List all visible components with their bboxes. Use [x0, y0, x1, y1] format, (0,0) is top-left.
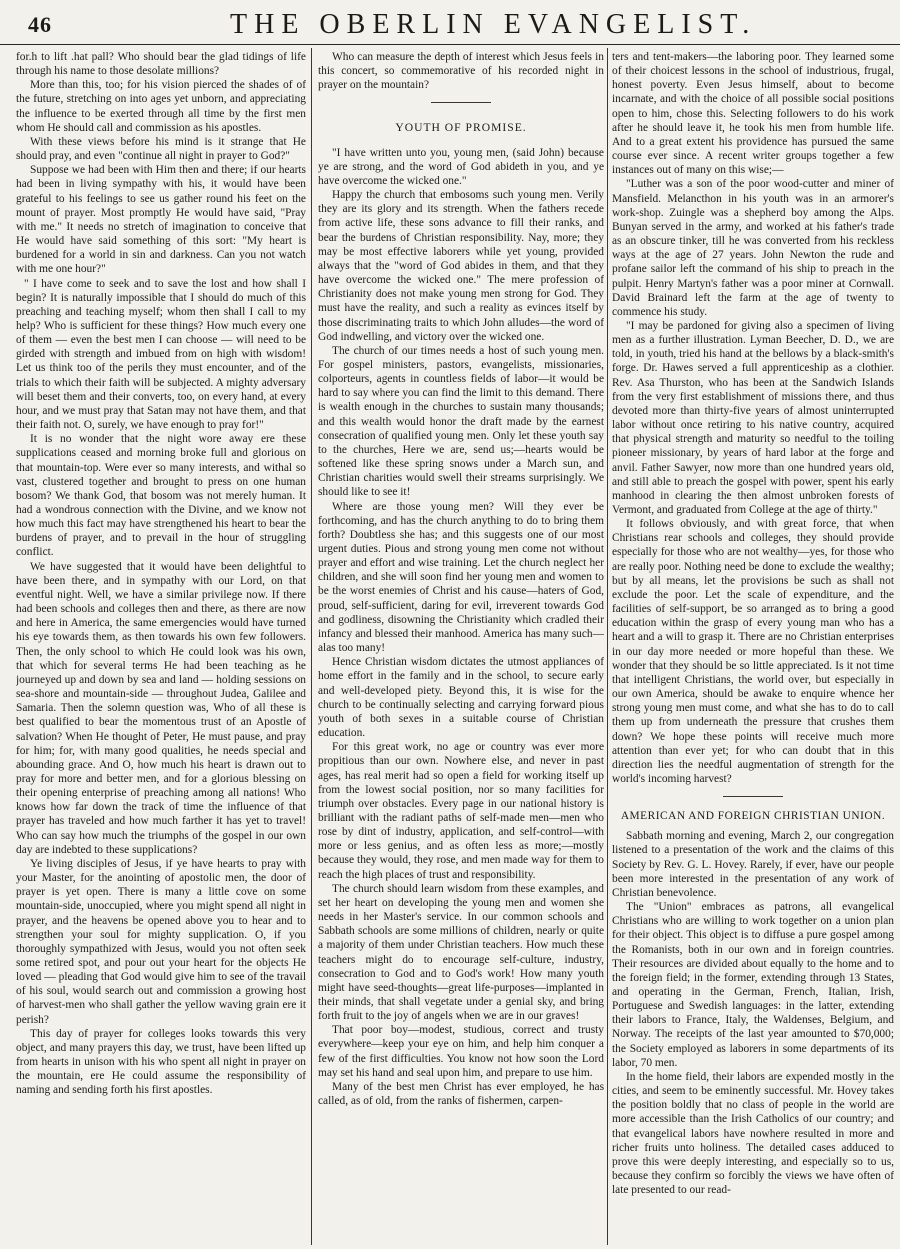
intro-paragraph: Who can measure the depth of interest which Jesus feels in this concert, so commemorative of his recorded night in prayer on the mountain?: [318, 51, 604, 92]
column-divider: [607, 48, 608, 1245]
paragraph: It follows obviously, and with great force, that when Christians rear schools and colleges, they should provide especially for those who are not wealthy—yes, for those who are really poor. Nothing need be done to exclude the wealthy; but by all means, let the provisions be such as shall not exclude the poor. Let the scale of expenditure, and the facilities of self-support, be so arranged as to bring a good education within the grasp of every young man who has a heart and a will to grasp it. There are no Christian enterprises in our day more needed or more hopeful than these. We wonder that they should be so little appreciated. Is it not time that intelligent Christians, the world over, but especially in our own America, should be awake to enquire whence her strong young men must come, and what she has to do to call them up from underneath the pressure that crushes them down? We hope these points will receive much more attention than ever yet; for who can doubt that in this direction lies the needful augmentation of strength for the world's incoming harvest?: [612, 518, 894, 785]
paragraph: The church should learn wisdom from these examples, and set her heart on developing the young men and women she needs in her Master's service. In our common schools and Sabbath schools are some millions of children, nearly or quite a majority of them under Christian teachers. How much these teachers might do to encourage self-culture, industry, consecration to God and to God's work! How many youth might have seed-thoughts—great life-purposes—implanted in their minds, that shall vegetate under a genial sky, and bring forth fruit to the joy of angels when we are in our graves!: [318, 882, 604, 1023]
paragraph: This day of prayer for colleges looks towards this very object, and many prayers this day, we trust, have been lifted up from hearts in unison with his who spent all night in prayer on the mountain, ere He could assume the responsibility of naming and sending forth his first apostles.: [16, 1027, 306, 1097]
paragraph: " I have come to seek and to save the lost and how shall I begin? It is naturally impossible that I should do much of this preaching and teaching myself; whom then shall I call to my help? Who is sufficient for these things? How much every one of them — even the best men I can choose — will need to be girded with strength and imbued from on high with wisdom! Let us think too of the perils they must encounter, and of the trials to which their faith will be subjected. A mighty adversary will beset them and their converts, too, on every hand, at every hour, and we must pray that Satan may not have them, and that their faith not. O, surely, we have enough to pray for!": [16, 277, 306, 432]
paragraph: "I may be pardoned for giving also a specimen of living men as a further illustration. Lyman Beecher, D. D., we are told, in youth, tried his hand at the bellows by a black-smith's forge. Dr. Hawes served a full apprenticeship as a clothier. Rev. Asa Thurston, who has been at the Sandwich Islands from the very first establishment of missions there, and thus devoted more than thirty-five years of almost uninterrupted labor without once retiring to his native country, acquired that physical strength and maturity so needful to the toiling pioneer missionary, by years of hard labor at the forge and anvil. Father Sawyer, now more than one hundred years old, and still able to preach the gospel with power, spent his early manhood in clearing the then almost unbroken forests of Vermont, and graduated from College at the age of thirty.": [612, 319, 894, 516]
paragraph: Sabbath morning and evening, March 2, our congregation listened to a presentation of the work and the claims of this Society by Rev. G. L. Hovey. Rarely, if ever, have our people been more interested in the presentation of any work of Christian benevolence.: [612, 830, 894, 899]
paragraph: Suppose we had been with Him then and there; if our hearts had been in living sympathy with his, it would have been grateful to his feelings to see us gather round his feet on the mount of prayer. Most promptly He would have said, "Pray with me." It needs no stretch of imagination to conceive that He would have said something of this sort: "My heart is burdened for a world in sin and darkness. Can you not watch with me one hour?": [16, 164, 306, 276]
article-heading: YOUTH OF PROMISE.: [395, 121, 527, 135]
masthead-title: THE OBERLIN EVANGELIST.: [230, 9, 757, 40]
paragraph: Where are those young men? Will they ever be forthcoming, and has the church anything to do to bring them forth? Doubtless she has; and this suggests one of our most urgent duties. Pious and strong young men come not without prayer and effort and wise training. Let the church neglect her children, and she will soon find her young men and women to be the worst enemies of Christ and his cause—haters of God, proud, self-sufficient, daring for evil, irreverent towards God and godliness, disowning the Christianity which cradled their infancy and blessed their manhood. America has many such—alas too many!: [318, 500, 604, 655]
paragraph: That poor boy—modest, studious, correct and trusty everywhere—keep your eye on him, and help him conquer a few of the first difficulties. You know not how soon the Lord may set his hand and seal upon him, and prepare to use him.: [318, 1024, 604, 1079]
section-divider: [723, 796, 783, 797]
paragraph: "I have written unto you, young men, (said John) because ye are strong, and the word of God abideth in you, and ye have overcome the wicked one.": [318, 146, 604, 187]
section-divider: [431, 102, 491, 103]
paragraph: For this great work, no age or country was ever more propitious than our own. Nowhere else, and never in past ages, has real merit had so open a field for working itself up from the lowest social position, nor so many facilities for triumph over obstacles. Every page in our national history is brilliant with the radiant paths of self-made men—men who rose by dint of industry, application, and self-control—with more or less genius, and as often less as more;—mostly because they would, they rose, and men made way for them to reach the high places of trust and responsibility.: [318, 741, 604, 881]
paragraph: With these views before his mind is it strange that He should pray, and even "continue all night in prayer to God?": [16, 135, 306, 163]
column-2: [318, 50, 604, 1243]
column-divider: [311, 48, 312, 1245]
paragraph: More than this, too; for his vision pierced the shades of of the future, stretching on into ages yet unborn, and appreciating the influence to be exerted through all time by the first men whom He should call and commission as his apostles.: [16, 79, 306, 134]
paragraph: In the home field, their labors are expended mostly in the cities, and seem to be eminently successful. Mr. Hovey takes the position boldly that no class of people in the world are more accessible than the Irish Catholics of our country; and that evangelical labors have nowhere resulted in more and richer fruits unto holiness. The detailed cases adduced to prove this were deeply interesting, and especially so to us, because they confirm so forcibly the views we have often of late presented to our read-: [612, 1070, 894, 1197]
paragraph: The church of our times needs a host of such young men. For gospel ministers, pastors, evangelists, missionaries, colporteurs, agents in countless fields of labor—it would be hard to say where you can find the limit to this demand. There is wealth enough in the churches to sustain many thousands; and this wealth would honor the draft made by the earnest consecration of qualified young men. Only let these youth say to the churches, Here we are, send us;—hearts would be softened like these spring snows under a March sun, and Christian charities would swell their streams surprisingly. We should like to see it!: [318, 344, 604, 499]
page-number: 46: [28, 12, 52, 37]
masthead: [0, 0, 900, 45]
column-1: [16, 50, 306, 1243]
paragraph: We have suggested that it would have been delightful to have been there, and in sympathy with our Lord, on that eventful night. Well, we have a similar privilege now. If there had been schools and colleges then and there, as there are now and here in America, the same emergencies would have turned his eye towards them, as then towards his own few followers. Then, the only school to which He could look was his own, that which for several terms He had been teaching as he journeyed up and down by sea and land — holding sessions on sea-shore and mountain-side — throughout Judea, Galilee and Samaria. Then the solemn question was, Who of all these is best qualified to bear the momentous trust of an Apostle of salvation? When He thought of Peter, He must pause, and pray for him; for, with many good qualities, he needs special and abounding grace. And O, how much his heart is drawn out to pray for more and better men, and for a glorious blessing on their opening enterprise of preaching among all nations! Who knows how far down the track of time the influence of that prayer has traveled and how much farther it has yet to travel! Who can say how much the triumphs of the gospel in our own day are indebted to these supplications?: [16, 560, 306, 856]
paragraph: Happy the church that embosoms such young men. Verily they are its glory and its strength. When the fathers recede from active life, these sons advance to fill their ranks, and bear the burdens of Christian responsibility. Nay, more; they may be most effective laborers while yet young, provided always that the "word of God abides in them, and that they have overcome the wicked one." The mere profession of Christianity does not make young men strong for God. They must have the reality, and such a reality as evinces itself by those discriminating traits to which John alludes—the word of God indwelling, and victory over the wicked one.: [318, 189, 604, 343]
column-3: [612, 50, 894, 1243]
paragraph: Ye living disciples of Jesus, if ye have hearts to pray with your Master, for the anointing of apostolic men, the door of prayer is yet open. There is many a little cove on some mountain-side, unoccupied, where you might spend all night in prayer, and the heavens be opened above you to hear and to strengthen your soul for mighty supplication. O, if you thoroughly sympathized with Jesus, would you not often seek some retired spot, and pour out your heart for the objects He loved — pleading that God would give him to see of the travail of his soul, would search out and commission a growing host of harvest-men who shall gather the yellow waving grain ere it perish?: [16, 857, 306, 1026]
paragraph: for.h to lift .hat pall? Who should bear the glad tidings of life through his name to those desolate millions?: [16, 51, 306, 78]
paragraph: "Luther was a son of the poor wood-cutter and miner of Mansfield. Melancthon in his youth was in an armorer's work-shop. Zuingle was a shepherd boy among the Alps. Bunyan served in the army, and worked at his father's trade as an obscure tinker, till he was converted from his reckless ways at the age of 27 years. John Newton the rude and profane sailor left the command of his ship to preach in the pulpit. Henry Martyn's father was a poor miner at Cornwall. David Brainard left the farm at the age of twenty to commence his study.: [612, 178, 894, 318]
paragraph: Many of the best men Christ has ever employed, he has called, as of old, from the ranks of fishermen, carpen-: [318, 1080, 604, 1108]
paragraph: ters and tent-makers—the laboring poor. They learned some of their choicest lessons in the school of industrious, frugal, honest poverty. Even Jesus himself, about to become incarnate, and with the choice of all possible social positions open to him, chose this. Selecting followers to do his work after he should leave it, he took his men from humble life. And to a great extent his providence has pursued the same course ever since. A recent writer groups together a few instances out of many on this wise;—: [612, 51, 894, 177]
paragraph: It is no wonder that the night wore away ere these supplications ceased and morning broke full and glorious on that mountain-top. Were ever so many interests, and withal so vast, clustered together and brought to press on one human bosom? We thank God, that bosom was not merely human. It had a wondrous connection with the Divine, and we know not how much this fact may have strengthened his heart to bear the burdens of prayer, and to prevail in the hour of struggling conflict.: [16, 433, 306, 559]
paragraph: The "Union" embraces as patrons, all evangelical Christians who are willing to work together on a union plan for their object. This object is to diffuse a pure gospel among the Romanists, both in our own and in foreign countries. Their resources are divided about equally to the home and to the foreign field; in the former, extending through 13 States, and operating in the German, French, Italian, Irish, Portuguese and Swedish languages: in the latter, extending their labors to France, Italy, the Waldenses, Belgium, and Norway. The receipts of the last year amounted to $70,000; the Society employed as laborers in some departments of its labor, 70 men.: [612, 901, 894, 1069]
paragraph: Hence Christian wisdom dictates the utmost appliances of home effort in the family and in the school, to secure early and well-developed piety. Beyond this, it is wise for the church to be continually selecting and carrying forward pious youth of both sexes in a suitable course of Christian education.: [318, 656, 604, 740]
article-heading: AMERICAN AND FOREIGN CHRISTIAN UNION.: [620, 810, 886, 823]
